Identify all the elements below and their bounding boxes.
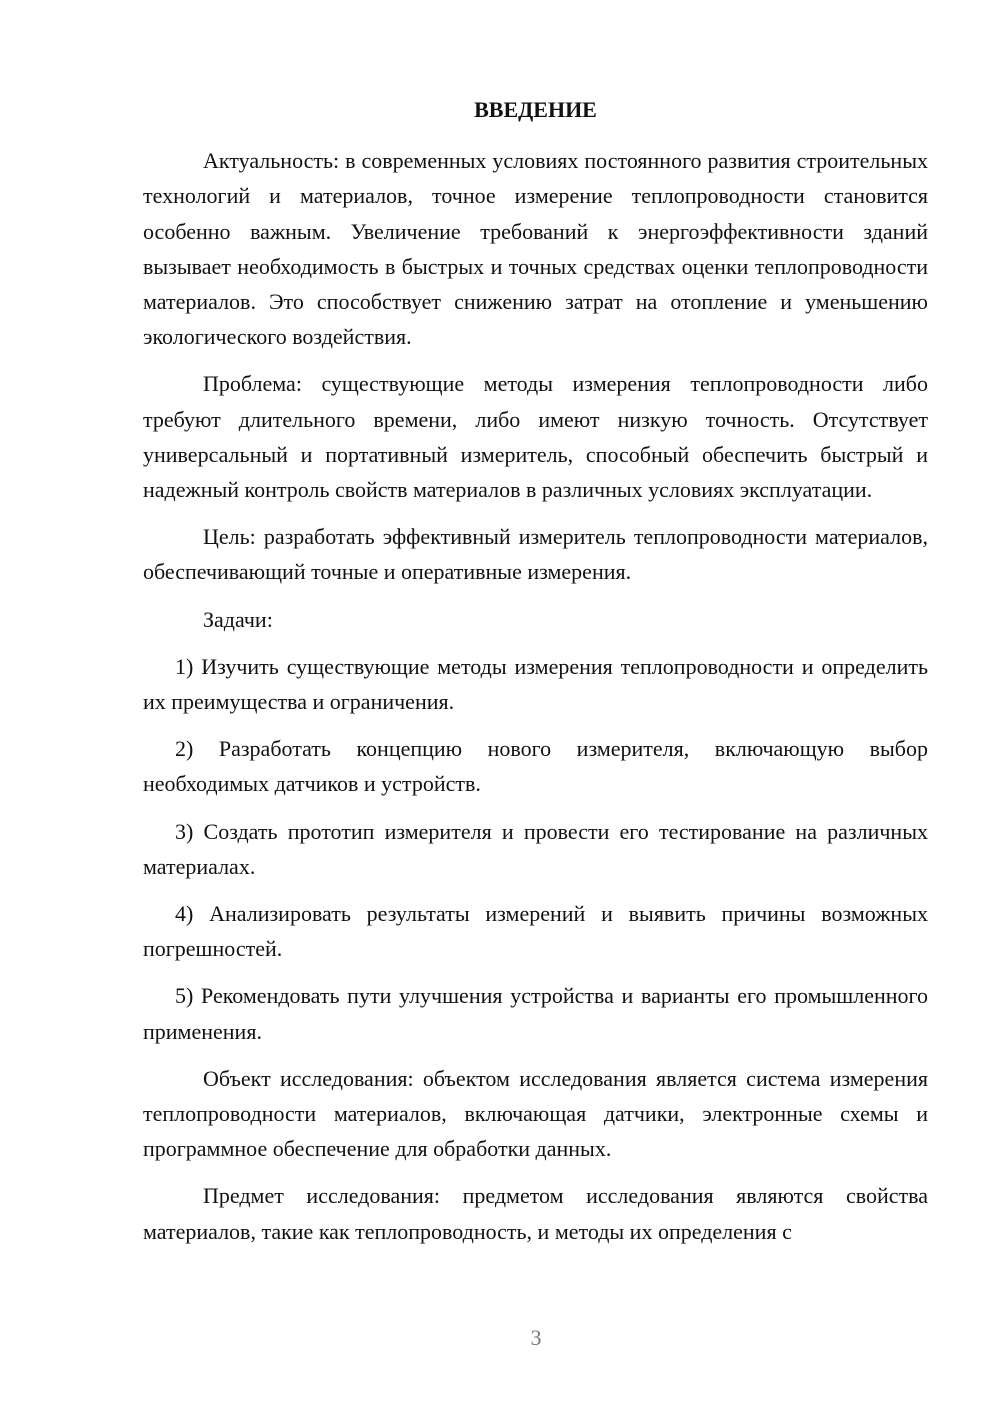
task-item-3: 3) Создать прототип измерителя и провести его тестирование на различных материалах. [143,818,928,879]
paragraph-problem: Проблема: существующие методы измерения теплопроводности либо требуют длительного времени, либо имеют низкую точность. Отсутствует универсальный и портативный измеритель, способный обеспечить быстрый и надежный контроль свойств материалов в различных условиях эксплуатации. [143,371,928,503]
task-item-5: 5) Рекомендовать пути улучшения устройства и варианты его промышленного применения. [143,983,928,1044]
tasks-title: Задачи: [203,606,273,632]
paragraph-object: Объект исследования: объектом исследования является система измерения теплопроводности материалов, включающая датчики, электронные схемы и программное обеспечение для обработки данных. [143,1065,928,1162]
paragraph-goal: Цель: разработать эффективный измеритель теплопроводности материалов, обеспечивающий точные и оперативные измерения. [143,524,928,585]
paragraph-relevance: Актуальность: в современных условиях постоянного развития строительных технологий и материалов, точное измерение теплопроводности становится особенно важным. Увеличение требований к энергоэффективности зданий вызывает необходимость в быстрых и точных средствах оценки теплопроводности материалов. Это способствует снижению затрат на отопление и уменьшению экологического воздействия. [143,148,928,350]
task-item-1: 1) Изучить существующие методы измерения теплопроводности и определить их преимущества и ограничения. [143,653,928,715]
page-number: 3 [530,1325,542,1350]
section-heading: ВВЕДЕНИЕ [474,97,597,122]
paragraph-subject: Предмет исследования: предметом исследования являются свойства материалов, такие как теплопроводность, и методы их определения с [143,1183,928,1244]
page-content [143,92,928,1261]
task-item-4: 4) Анализировать результаты измерений и выявить причины возможных погрешностей. [143,901,928,962]
task-item-2: 2) Разработать концепцию нового измерителя, включающую выбор необходимых датчиков и устройств. [143,736,928,797]
